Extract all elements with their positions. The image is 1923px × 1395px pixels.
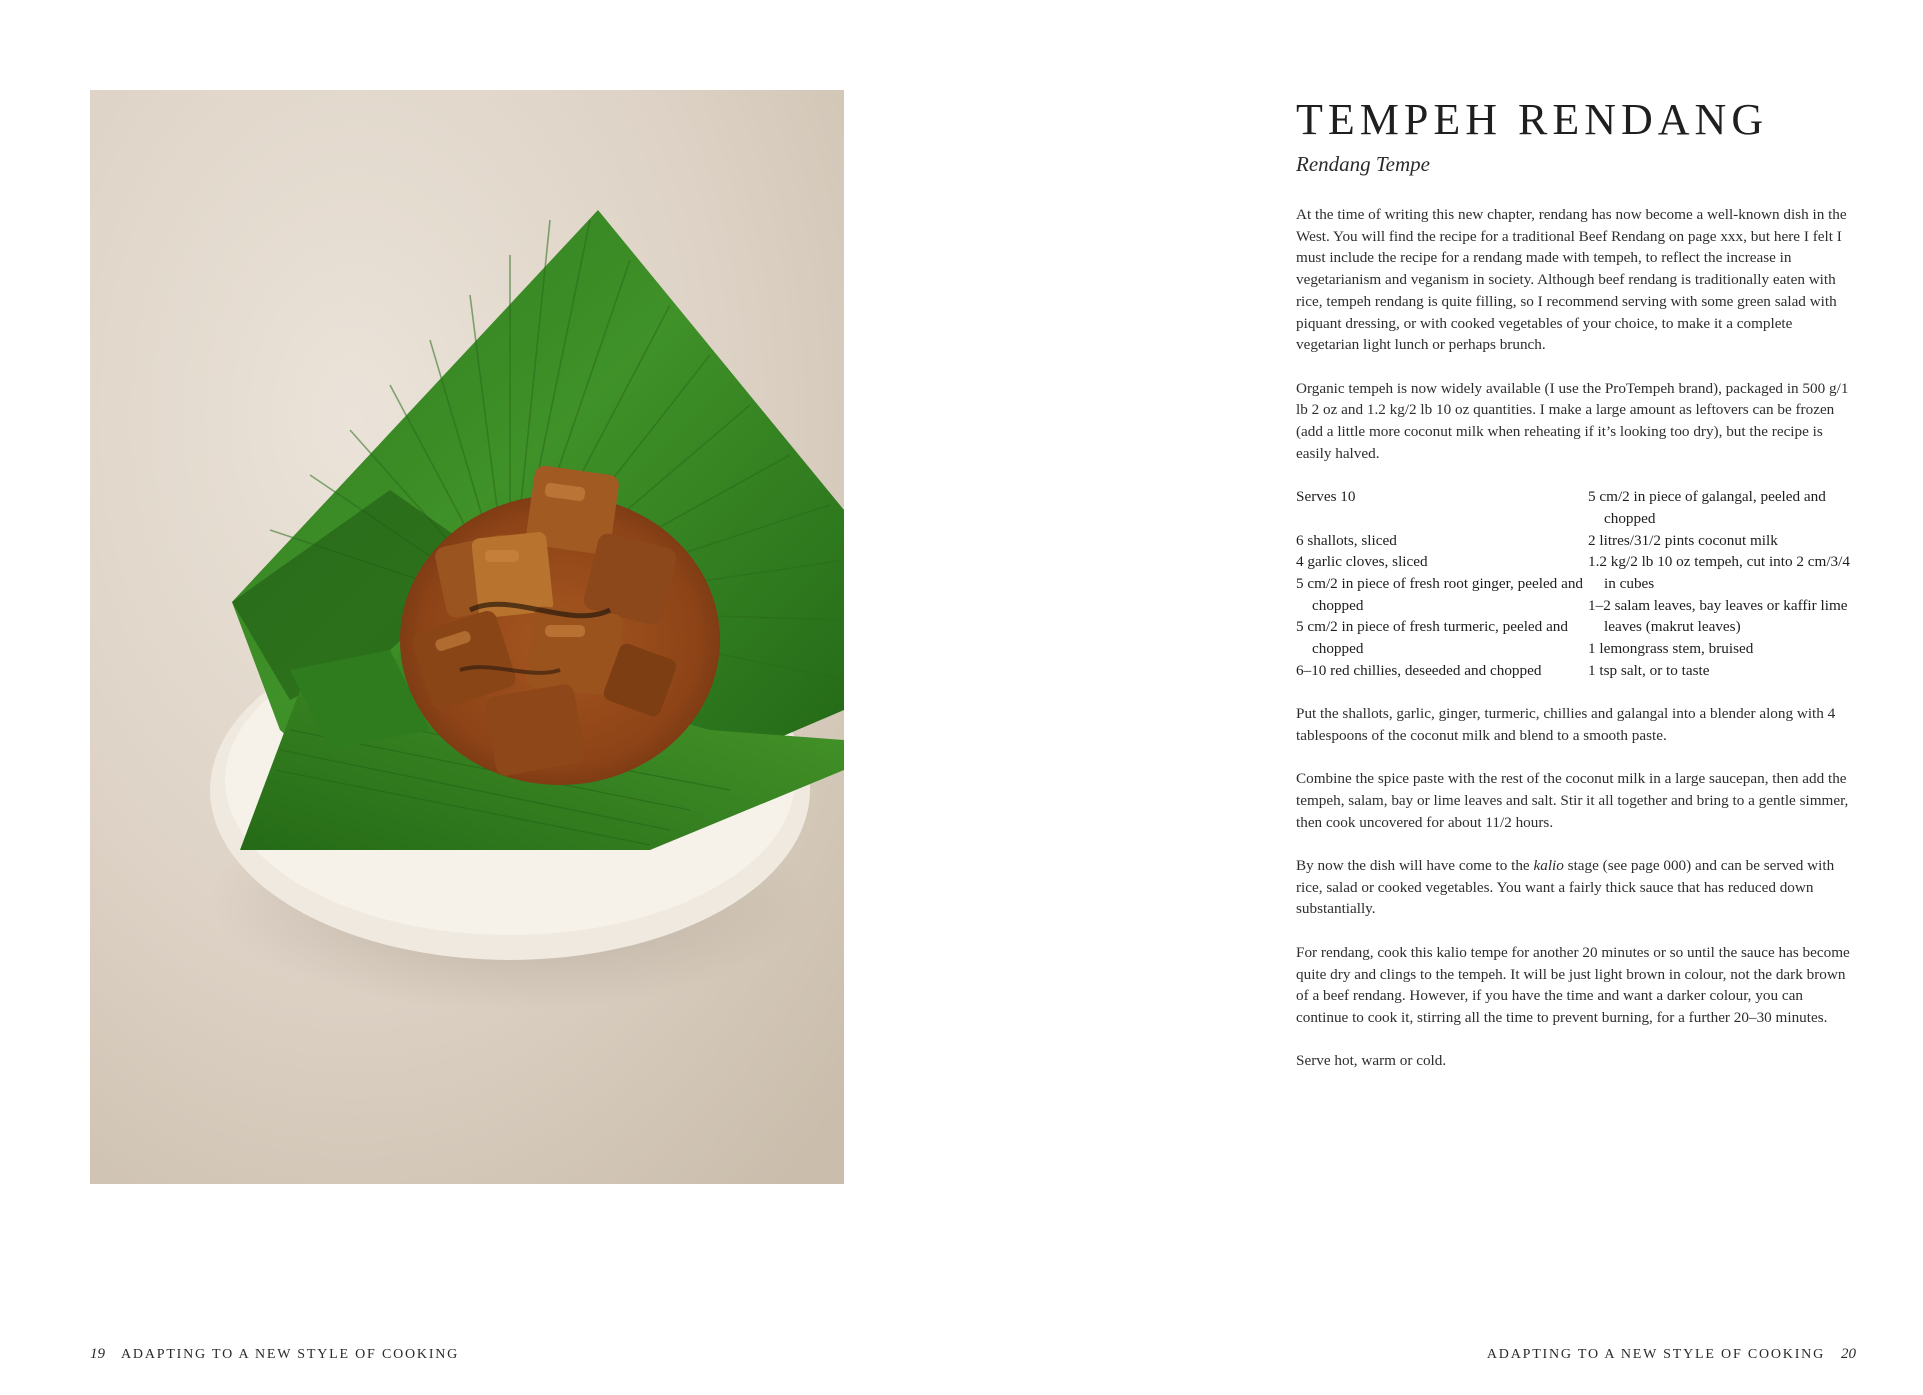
recipe-method bbox=[1296, 703, 1856, 1072]
ingredient-item: 5 cm/2 in piece of fresh root ginger, peeled and chopped bbox=[1296, 574, 1584, 614]
right-page-footer bbox=[1487, 1345, 1856, 1364]
method-step: Combine the spice paste with the rest of the coconut milk in a large saucepan, then add the tempeh, salam, bay or lime leaves and salt. Stir it all together and bring to a gentle simmer, then cook uncovered for about 11/2 hours. bbox=[1296, 770, 1849, 831]
ingredient-item: 5 cm/2 in piece of galangal, peeled and chopped bbox=[1588, 488, 1826, 527]
method-step: Put the shallots, garlic, ginger, turmeric, chillies and galangal into a blender along with 4 tablespoons of the coconut milk and blend to a smooth paste. bbox=[1296, 705, 1836, 744]
recipe-intro bbox=[1296, 204, 1856, 464]
intro-paragraph: At the time of writing this new chapter, rendang has now become a well-known dish in the West. You will find the recipe for a traditional Beef Rendang on page xxx, but here I felt I must include the recipe for a rendang made with tempeh, to reflect the increase in vegetarianism and veganism in society. Although beef rendang is traditionally eaten with rice, tempeh rendang is quite filling, so I recommend serving with some green salad with piquant dressing, or with cooked vegetables of your choice, to make it a complete vegetarian light lunch or perhaps brunch. bbox=[1296, 206, 1847, 354]
left-page-number: 19 bbox=[90, 1346, 105, 1362]
ingredients-list bbox=[1296, 486, 1856, 681]
ingredient-item: 1 lemongrass stem, bruised bbox=[1588, 640, 1754, 658]
ingredient-item: 1–2 salam leaves, bay leaves or kaffir lime leaves (makrut leaves) bbox=[1588, 596, 1848, 636]
ingredients-column-left bbox=[1296, 486, 1588, 681]
ingredient-item: 1 tsp salt, or to taste bbox=[1588, 661, 1710, 679]
right-page-number: 20 bbox=[1841, 1346, 1856, 1362]
method-step-text: By now the dish will have come to the bbox=[1296, 857, 1534, 875]
serves-label: Serves 10 bbox=[1296, 488, 1356, 506]
left-page-footer bbox=[90, 1345, 459, 1364]
ingredient-item: 6–10 red chillies, deseeded and chopped bbox=[1296, 661, 1542, 679]
recipe-subtitle: Rendang Tempe bbox=[1296, 152, 1430, 176]
tempeh-rendang-photo bbox=[90, 90, 844, 1184]
method-step bbox=[1296, 855, 1856, 920]
intro-paragraph: Organic tempeh is now widely available (I use the ProTempeh brand), packaged in 500 g/1 lb 2 oz and 1.2 kg/2 lb 10 oz quantities. I make a large amount as leftovers can be frozen (add a little more coconut milk when reheating if it’s looking too dry), but the recipe is easily halved. bbox=[1296, 379, 1849, 462]
ingredient-item: 2 litres/31/2 pints coconut milk bbox=[1588, 531, 1778, 549]
ingredient-item: 1.2 kg/2 lb 10 oz tempeh, cut into 2 cm/3/4 in cubes bbox=[1588, 553, 1850, 592]
ingredients-column-right bbox=[1588, 486, 1856, 681]
recipe-title: TEMPEH RENDANG bbox=[1296, 95, 1769, 144]
method-step: For rendang, cook this kalio tempe for another 20 minutes or so until the sauce has become quite dry and clings to the tempeh. It will be just light brown in colour, not the dark brown of a beef rendang. However, if you have the time and want a darker colour, you can continue to cook it, stirring all the time to prevent burning, for a further 20–30 minutes. bbox=[1296, 943, 1850, 1026]
recipe bbox=[1296, 94, 1856, 1072]
left-running-head: ADAPTING TO A NEW STYLE OF COOKING bbox=[121, 1347, 460, 1362]
ingredient-item: 5 cm/2 in piece of fresh turmeric, peeled and chopped bbox=[1296, 618, 1568, 658]
method-step-italic: kalio bbox=[1533, 857, 1564, 875]
ingredient-item: 4 garlic cloves, sliced bbox=[1296, 553, 1428, 571]
photo-illustration bbox=[90, 90, 844, 1184]
method-step-text: stage (see page 000) and can be served with rice, salad or cooked vegetables. You want a fairly thick sauce that has reduced down substantially. bbox=[1296, 857, 1835, 918]
ingredient-item: 6 shallots, sliced bbox=[1296, 531, 1397, 549]
right-running-head: ADAPTING TO A NEW STYLE OF COOKING bbox=[1486, 1347, 1825, 1362]
method-step: Serve hot, warm or cold. bbox=[1296, 1052, 1447, 1070]
